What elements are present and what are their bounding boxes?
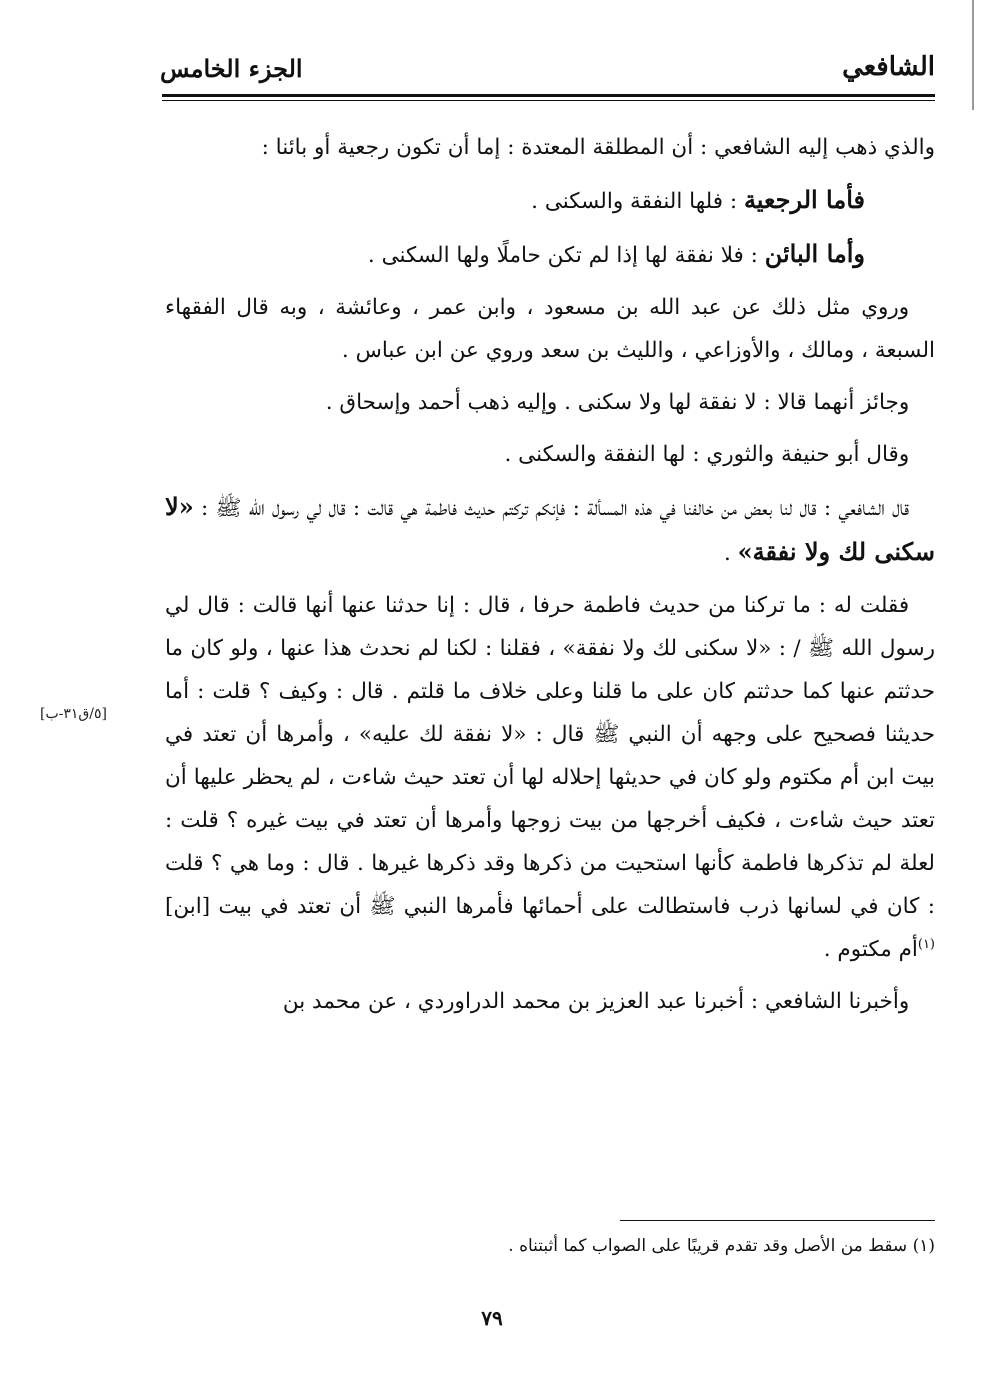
paragraph-1: والذي ذهب إليه الشافعي : أن المطلقة المعتدة : إما أن تكون رجعية أو بائنا : (261, 135, 935, 160)
paragraph-8 (165, 584, 935, 971)
volume-label: الجزء الخامس (160, 54, 303, 83)
hadith-quote: «لا سكنى لك ولا نفقة» (165, 492, 935, 566)
footnote-ref: (١) (917, 936, 935, 952)
page-number: ٧٩ (481, 1306, 503, 1330)
paragraph-4: وروي مثل ذلك عن عبد الله بن مسعود ، وابن عمر ، وعائشة ، وبه قال الفقهاء السبعة ، ومالك ، والأوزاعي ، والليث بن سعد وروي عن ابن عباس . (165, 295, 935, 363)
paragraph-2-text: : فلها النفقة والسكنى . (531, 189, 744, 214)
header-rule-thin (162, 100, 935, 101)
paragraph-9: وأخبرنا الشافعي : أخبرنا عبد العزيز بن محمد الدراوردي ، عن محمد بن (282, 989, 910, 1014)
header-rule-thick (162, 94, 935, 97)
running-header (160, 52, 935, 92)
paragraph-7 (165, 485, 935, 575)
paragraph-5: وجائز أنهما قالا : لا نفقة لها ولا سكنى . وإليه ذهب أحمد وإسحاق . (325, 390, 910, 415)
paragraph-6: وقال أبو حنيفة والثوري : لها النفقة والسكنى . (504, 442, 910, 467)
paragraph-3-text: : فلا نفقة لها إذا لم تكن حاملًا ولها السكنى . (367, 243, 765, 268)
label-bain: وأما البائن (764, 239, 865, 268)
paragraph-7-text: قال الشافعي : قال لنا بعض من خالفنا في هذه المسألة : فإنكم تركتم حديث فاطمة هي قالت : قال لي رسول الله ﷺ : (193, 496, 910, 521)
margin-manuscript-ref: [٥/ق٣١-ب] (40, 706, 108, 722)
paragraph-3 (165, 232, 935, 277)
footnote: (١) سقط من الأصل وقد تقدم قريبًا على الصواب كما أثبتناه . (508, 1236, 935, 1256)
scan-edge-line (972, 0, 974, 110)
paragraph-2 (165, 178, 935, 223)
label-rajia: فأما الرجعية (743, 185, 865, 214)
footnote-rule (620, 1220, 935, 1221)
book-title: الشافعي (842, 52, 935, 82)
main-text (165, 126, 935, 1032)
paragraph-8-end: أم مكتوم . (823, 937, 918, 962)
paragraph-8-text: فقلت له : ما تركنا من حديث فاطمة حرفا ، قال : إنا حدثنا عنها أنها قالت : قال لي رسول الله ﷺ / : «لا سكنى لك ولا نفقة» ، فقلنا : لكنا لم نحدث هذا عنها ، ولو كان ما حدثتم عنها كما حدثتم كان على ما قلنا وعلى خلاف ما قلتم . قال : وكيف ؟ قلت : أما حديثنا فصحيح على وجهه أن النبي ﷺ قال : «لا نفقة لك عليه» ، وأمرها أن تعتد في بيت ابن أم مكتوم ولو كان في حديثها إحلاله لها أن تعتد حيث شاءت ، لم يحظر عليها أن تعتد حيث شاءت ، فكيف أخرجها من بيت زوجها وأمرها أن تعتد في بيت غيره ؟ قلت : لعلة لم تذكرها فاطمة كأنها استحيت من ذكرها وقد ذكرها غيرها . قال : وما هي ؟ قلت : كان في لسانها ذرب فاستطالت على أحمائها فأمرها النبي ﷺ أن تعتد في بيت [ابن] (165, 593, 935, 919)
paragraph-7-end: . (724, 541, 738, 566)
